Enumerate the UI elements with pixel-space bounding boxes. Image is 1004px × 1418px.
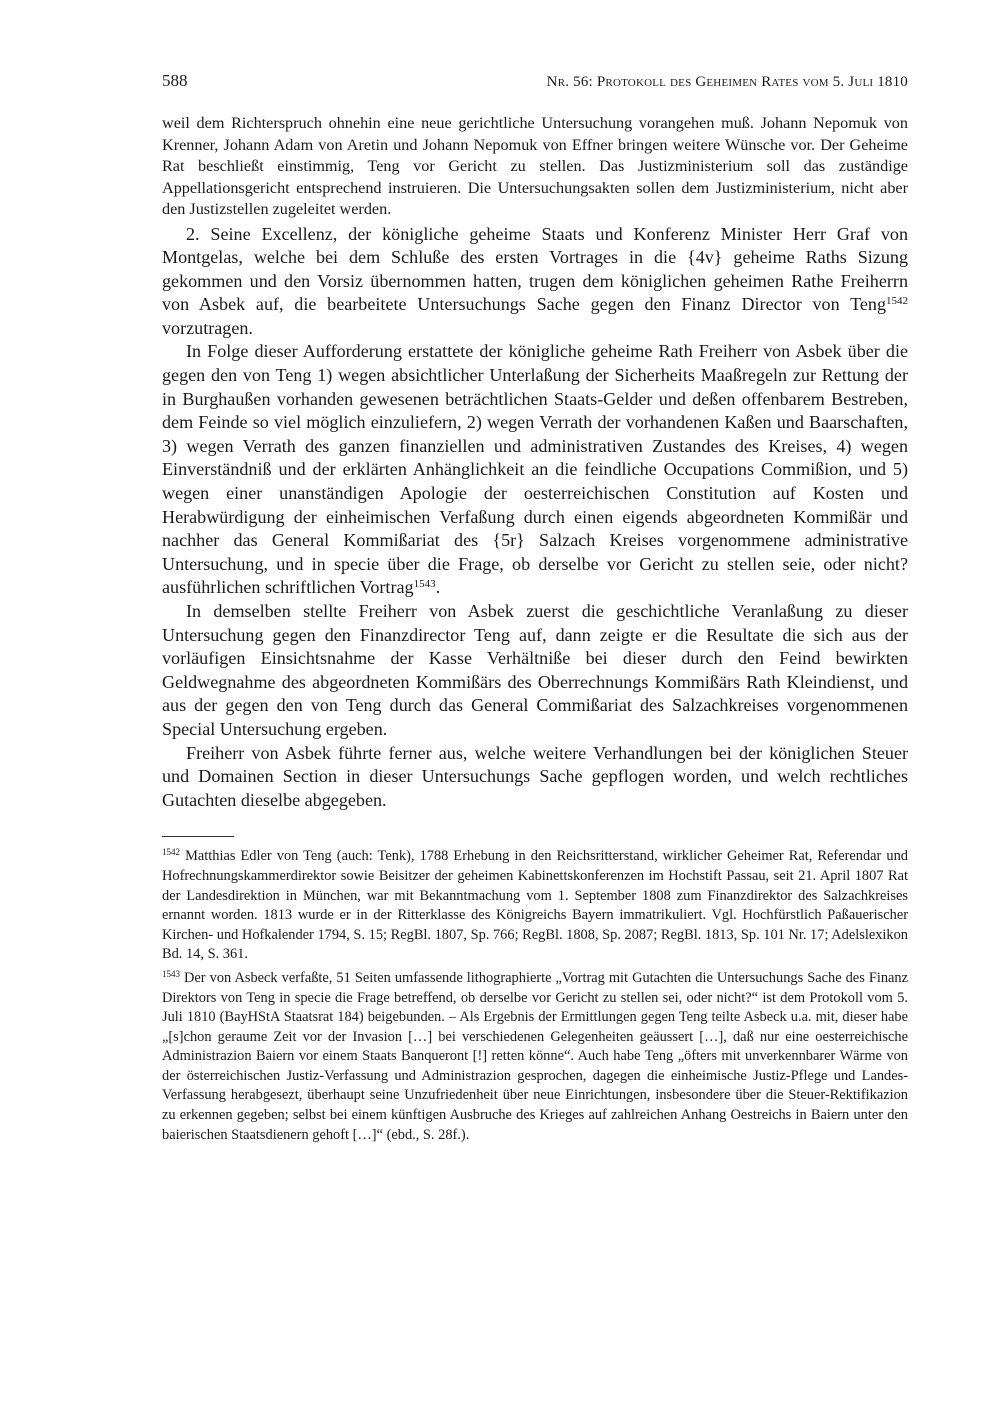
body-paragraph: In Folge dieser Aufforderung erstattete der königliche geheime Rath Freiherr von Asbek über die gegen den von Teng 1) wegen absichtlicher Unterlaßung der Sicherheits Maaßregeln zur Rettung der in Burghaußen vorhanden gewesenen beträchtlichen Staats-Gelder und deßen offenbarem Bestreben, dem Feinde so viel möglich einzuliefern, 2) wegen Verrath der vorhandenen Kaßen und Baarschaften, 3) wegen Verrath des ganzen finanziellen und administrativen Zustandes des Kreises, 4) wegen Einverständniß und der erklärten Anhänglichkeit an die feindliche Occupations Commißion, und 5) wegen einer unanständigen Apologie der oesterreichischen Constitution auf Kosten und Herabwürdigung der einheimischen Verfaßung durch einen eigends abgeordneten Kommißär und nachher das General Kommißariat des {5r} Salzach Kreises vorgenommene administrative Untersuchung, und in specie über die Frage, ob derselbe vor Gericht zu stellen seie, oder nicht? ausführlichen schriftlichen Vortrag$^{1543}$. (162, 341, 908, 598)
footnote-number: 1543 (162, 968, 180, 979)
footnote: $^{1543}$ Der von Asbeck verfaßte, 51 Seiten umfassende lithographierte „Vortrag mit Gutachten die Untersuchungs Sache des Finanz Direktors von Teng in specie die Frage betreffend, ob derselbe vor Gericht zu stellen sei, oder nicht?“ ist dem Protokoll vom 5. Juli 1810 (BayHStA Staatsrat 184) beigebunden. – Als Ergebnis der Ermittlungen gegen Teng teilte Asbeck u.a. mit, dieser habe „[s]chon geraume Zeit vor der Invasion […] bei verschiedenen Gelegenheiten geäussert […], daß nur eine oesterreichische Administrazion Baiern vor einem Staats Banqueront [!] retten könne“. Auch habe Teng „öfters mit unverkennbarer Wärme von der österreichischen Justiz-Verfassung und Administrazion gesprochen, dagegen die einheimische Justiz-Pflege und Landes-Verfassung herabgesezt, überhaupt seine Unzufriedenheit über neue Einrichtungen, insbesondere über die Steuer-Rektifikazion zu erkennen gegeben; selbst bei einem künftigen Ausbruche des Krieges auf zahlreichen Anhang Oestreichs in Baiern unter den baierischen Staatsdienern gehoft […]“ (ebd., S. 28f.). (162, 968, 908, 1143)
footnote-ref: 1542 (886, 295, 908, 308)
document-number: Nr. 56 (546, 74, 589, 90)
footnote: $^{1542}$ Matthias Edler von Teng (auch: Tenk), 1788 Erhebung in den Reichsritterstand, wirklicher Geheimer Rat, Referendar und Hofrechnungskammerdirektor sowie Beisitzer der geheimen Kabinettskonferenzen im Hochstift Passau, seit 21. April 1807 Rat der Landesdirektion in München, war mit Bekanntmachung vom 1. September 1808 zum Finanzdirektor des Salzachkreises ernannt worden. 1813 wurde er in der Ritterklasse des Königreichs Bayern immatrikuliert. Vgl. Hochfürstlich Paßauerischer Kirchen- und Hofkalender 1794, S. 15; RegBl. 1807, Sp. 766; RegBl. 1808, Sp. 2087; RegBl. 1813, Sp. 101 Nr. 17; Adelslexikon Bd. 14, S. 361. (162, 847, 908, 963)
running-head (162, 70, 908, 93)
document-title: : Protokoll des Geheimen Rates vom 5. Juli 1810 (588, 74, 908, 90)
footnote-number: 1542 (162, 847, 180, 858)
body-paragraph: In demselben stellte Freiherr von Asbek zuerst die geschichtliche Veranlaßung zu dieser Untersuchung gegen den Finanzdirector Teng auf, dann zeigte er die Resultate die sich aus der vorläufigen Einsichtsnahme der Kasse Verhältniße bei dieser durch den Feind bewirkten Geldwegnahme des abgeordneten Kommißärs des Oberrechnungs Kommißärs Rath Kleindienst, und aus der gegen den von Teng durch das General Commißariat des Salzachkreises vorgenommenen Special Untersuchung ergeben. (162, 601, 908, 739)
footnote-divider (162, 836, 234, 837)
footnote-ref: 1543 (413, 578, 436, 591)
summary-paragraph: weil dem Richterspruch ohnehin eine neue gerichtliche Untersuchung vorangehen muß. Johann Nepomuk von Krenner, Johann Adam von Aretin und Johann Nepomuk von Effner bringen weitere Wünsche vor. Der Geheime Rat beschließt einstimmig, Teng vor Gericht zu stellen. Das Justizministerium soll das zuständige Appellationsgericht entsprechend instruieren. Die Untersuchungsakten sollen dem Justizministerium, nicht aber den Justizstellen zugeleitet werden. (162, 114, 908, 218)
page-number: 588 (162, 71, 188, 90)
body-paragraph: Freiherr von Asbek führte ferner aus, welche weitere Verhandlungen bei der königlichen Steuer und Domainen Section in dieser Untersuchungs Sache gepflogen worden, und welch rechtliches Gutachten dieselbe abgegeben. (162, 742, 908, 810)
document-page (162, 70, 908, 1149)
running-title (547, 71, 908, 93)
body-paragraph: 2. Seine Excellenz, der königliche geheime Staats und Konferenz Minister Herr Graf von Montgelas, welche bei dem Schluße des ersten Vortrages in die {4v} geheime Raths Sizung gekommen und den Vorsiz übernommen hatten, trugen dem königlichen geheimen Rathe Freiherrn von Asbek auf, die bearbeitete Untersuchungs Sache gegen den Finanz Director von Teng$^{1542}$ vorzutragen. (162, 223, 908, 338)
